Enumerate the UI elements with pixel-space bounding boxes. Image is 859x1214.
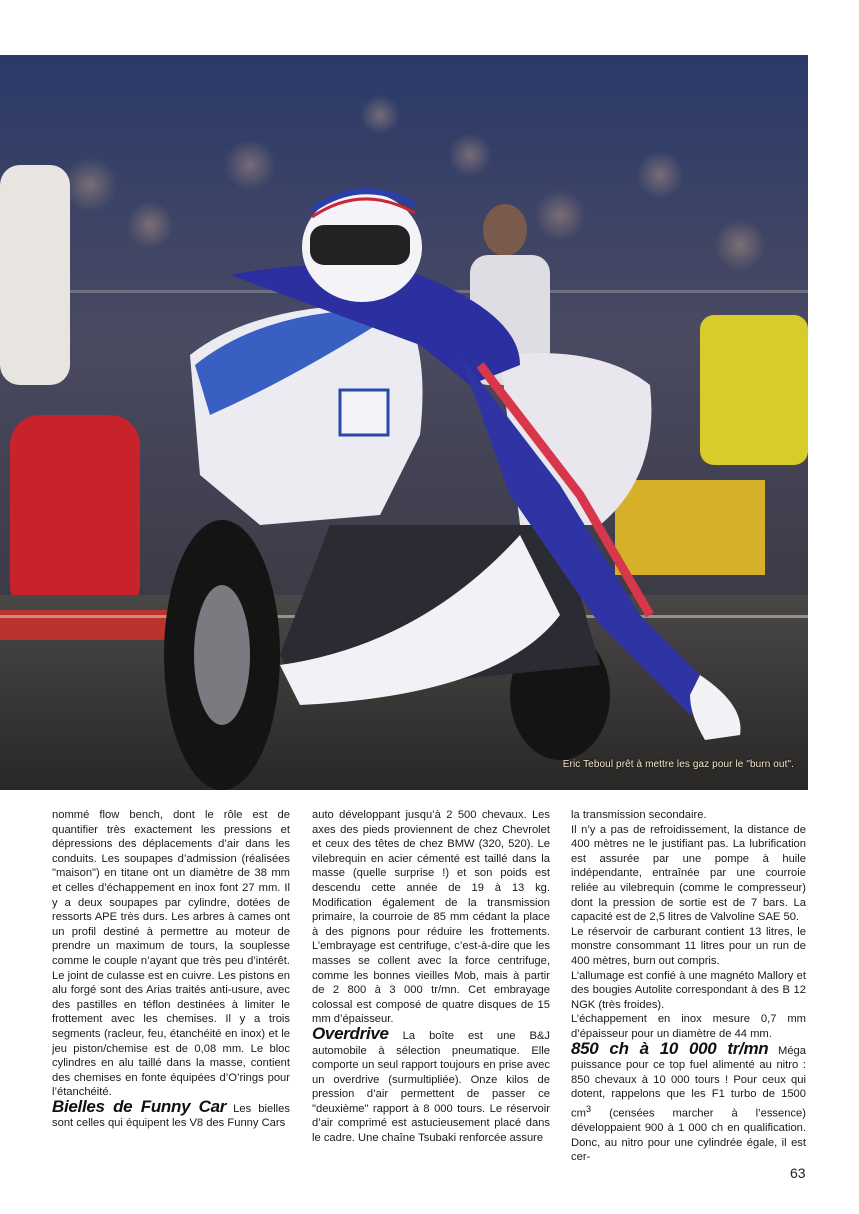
drag-bike-photo [0, 55, 808, 790]
body-paragraph: L’allumage est confié à une magnéto Mallory et des bougies Autolite correspondant à des B 12 NGK (très froides). [571, 969, 806, 1011]
subheading: 850 ch à 10 000 tr/mn [571, 1038, 769, 1058]
body-paragraph: la transmission secondaire. [571, 809, 707, 821]
body-paragraph: L’échappement en inox mesure 0,7 mm d’épaisseur pour un diamètre de 44 mm. [571, 1013, 806, 1040]
subheading: Overdrive [312, 1023, 389, 1043]
body-text: (censées marcher à l’essence) développaient 900 à 1 000 ch en qualification. Donc, au nitro pour une cylindrée égale, il est cer- [571, 1107, 806, 1164]
subheading: Bielles de Funny Car [52, 1096, 227, 1116]
page-number: 63 [790, 1165, 806, 1181]
section-paragraph [571, 1038, 807, 1165]
body-paragraph: Le réservoir de carburant contient 13 litres, le monstre consommant 11 litres pour un run de 400 mètres, burn out compris. [571, 925, 806, 967]
section-paragraph [52, 1096, 290, 1131]
body-paragraph: auto développant jusqu’à 2 500 chevaux. Les axes des pieds proviennent de chez Chevrolet et ceux des têtes de chez BMW (320, 520). Le vilebrequin en acier cémenté est taillé dans la masse (quelle surprise !) et son poids est descendu cette année de 19 à 13 kg. Modification également de la transmission primaire, la courroie de 85 mm cédant la place à des pignons pour réduire les frottements. L’embrayage est centrifuge, c’est-à-dire que les masses se collent avec la force centrifuge, comme les bonnes vieilles Mob, mais à partir de 2 800 à 3 000 tr/mn. Cet embrayage colossal est composé de quatre disques de 15 mm d’épaisseur. [312, 809, 550, 1026]
hero-photo [0, 55, 808, 790]
body-text: La boîte est une B&J automobile à sélection pneumatique. Elle comporte un seul rapport toujours en prise avec un overdrive (surmultipliée). Onze kilos de pression d’air permettent de passer ce "deuxième" rapport à 8 000 tours. Le réservoir d’air comprimé est astucieusement placé dans le cadre. Une chaîne Tsubaki renforcée assure [312, 1029, 551, 1145]
body-text: Méga puissance pour ce top fuel alimenté au nitro : 850 chevaux à 10 000 tours ! Pour ceux qui dotent, rappelons que les F1 turbo de 1500 cm [571, 1044, 807, 1120]
body-text: Les bielles sont celles qui équipent les V8 des Funny Cars [52, 1102, 290, 1130]
body-paragraph: Il n’y a pas de refroidissement, la distance de 400 mètres ne le justifiant pas. La lubrification est assurée par une pompe à huile indépendante, entraînée par une courroie reliée au vilebrequin (comme le compresseur) dont la pression de sortie est de 7 bars. La capacité est de 2,5 litres de Valvoline SAE 50. [571, 823, 806, 924]
text-column-1 [52, 808, 290, 1131]
body-paragraph: nommé flow bench, dont le rôle est de quantifier très exactement les pressions et dépressions des déplacements d’air dans les conduits. Les soupapes d’admission (réalisées "maison") en titane ont un diamètre de 38 mm et celles d’échappement en inox font 27 mm. Il y a deux soupapes par cylindre, dotées de ressorts APE très durs. Les arbres à cames ont un profil destiné à permettre au moteur de prendre un maximum de tours, la souplesse comme le couple n’ayant que très peu d’intérêt. Le joint de culasse est en cuivre. Les pistons en alu forgé sont des Arias traités anti-usure, avec des pastilles en téflon destinées à limiter le frottement avec les chemises. Il y a trois segments (racleur, feu, étanchéité en inox) et le jeu piston/chemise est de 0,08 mm. Le bloc cylindres en alu taillé dans la masse, contient des chemises en fonte équipées d’O’rings pour l’étanchéité. [52, 809, 290, 1099]
section-paragraph [312, 1023, 551, 1146]
photo-caption: Eric Teboul prêt à mettre les gaz pour le "burn out". [562, 759, 794, 770]
text-column-2 [312, 808, 550, 1146]
superscript: 3 [585, 1103, 592, 1114]
text-column-3 [571, 808, 806, 1165]
